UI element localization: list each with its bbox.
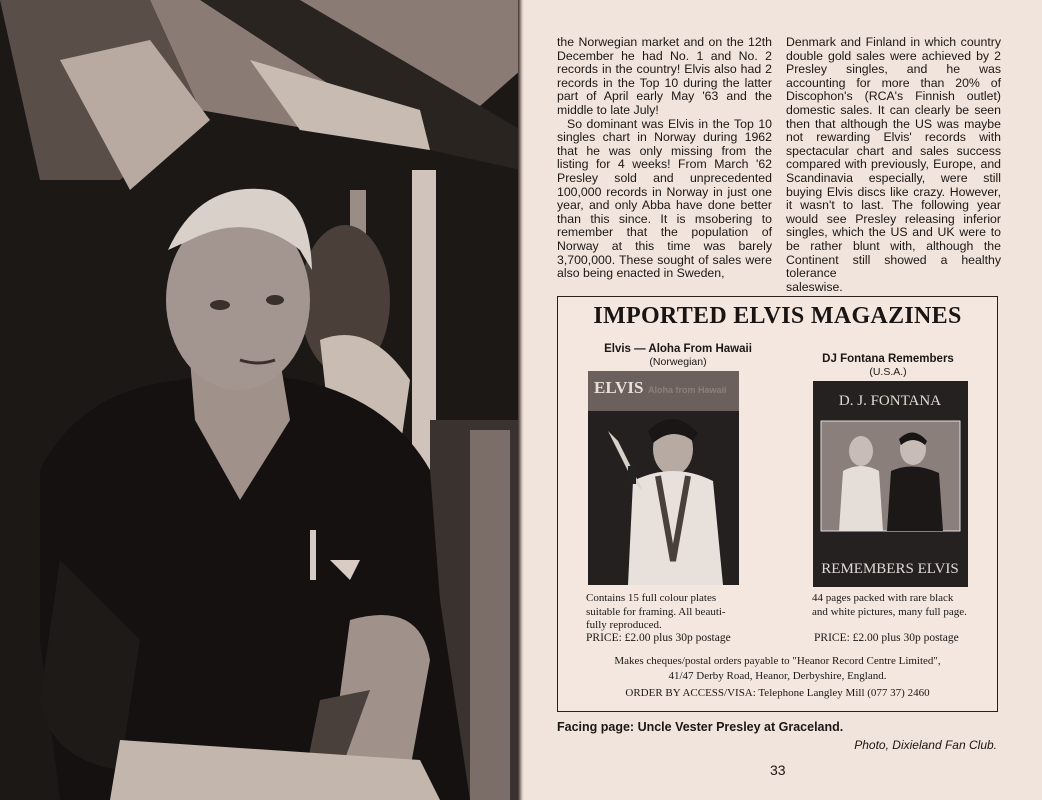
article-column-1 <box>557 36 772 281</box>
photo-credit: Photo, Dixieland Fan Club. <box>854 738 997 752</box>
item-description <box>586 592 726 633</box>
article-paragraph: the Norwegian market and on the 12th December he had No. 1 and No. 2 records in the country! Elvis also had 2 records in the Top 10 during the latter part of April early May '63 and the middle to late July! <box>557 35 772 117</box>
cover-subtitle: REMEMBERS ELVIS <box>821 561 959 577</box>
order-address: 41/47 Derby Road, Heanor, Derbyshire, England. <box>668 670 887 682</box>
order-payable: Makes cheques/postal orders payable to "Heanor Record Centre Limited", <box>614 655 941 667</box>
item-origin: (U.S.A.) <box>869 366 907 378</box>
description-line: suitable for framing. All beauti- <box>586 605 726 618</box>
magazine-page <box>524 0 1042 800</box>
article-paragraph: So dominant was Elvis in the Top 10 singles chart in Norway during 1962 that he was only missing from the listing for 4 weeks! From March '62 Presley sold and unprecedented 100,000 records in Norway in just one year, and only Abba have done better than this since. It is msobering to remember that the population of Norway at this time was barely 3,700,000. These sought of sales were also being enacted in Sweden, <box>557 116 772 281</box>
page-number: 33 <box>770 762 786 778</box>
item-title: Elvis — Aloha From Hawaii <box>604 343 752 355</box>
article-column-2 <box>786 36 1001 294</box>
photo-caption: Facing page: Uncle Vester Presley at Graceland. <box>557 720 844 734</box>
order-phone: ORDER BY ACCESS/VISA: Telephone Langley Mill (077 37) 2460 <box>625 687 930 699</box>
item-description <box>812 592 967 619</box>
description-line: and white pictures, many full page. <box>812 605 967 618</box>
dj-fontana-cover <box>813 381 968 587</box>
cover-title: ELVIS <box>594 378 644 397</box>
description-line: 44 pages packed with rare black <box>812 592 954 604</box>
magazines-advert <box>557 296 998 712</box>
cover-title: D. J. FONTANA <box>838 393 942 409</box>
article-paragraph-end: saleswise. <box>786 279 843 294</box>
cover-subtitle: Aloha from Hawaii <box>648 385 727 395</box>
aloha-from-hawaii-cover <box>588 371 739 585</box>
description-line: fully reproduced. <box>586 619 662 632</box>
item-title: DJ Fontana Remembers <box>822 353 954 365</box>
article-paragraph: Denmark and Finland in which country double gold sales were achieved by 2 Presley singles, and he was accounting for more than 20% of Discophon's (RCA's Finnish outlet) domestic sales. It can clearly be seen then that although the US was maybe not rewarding Elvis' records with spectacular chart and sales success compared with previously, Europe, and Scandinavia especially, were still buying Elvis discs like crazy. However, it wasn't to last. The following year would see Presley releasing inferior singles, which the US and UK were to be rather blunt with, although the Continent still showed a healthy tolerance <box>786 35 1001 281</box>
item-origin: (Norwegian) <box>649 356 707 368</box>
item-price: PRICE: £2.00 plus 30p postage <box>586 632 731 644</box>
item-price: PRICE: £2.00 plus 30p postage <box>814 632 959 644</box>
description-line: Contains 15 full colour plates <box>586 592 717 604</box>
advert-title: IMPORTED ELVIS MAGAZINES <box>593 303 962 329</box>
